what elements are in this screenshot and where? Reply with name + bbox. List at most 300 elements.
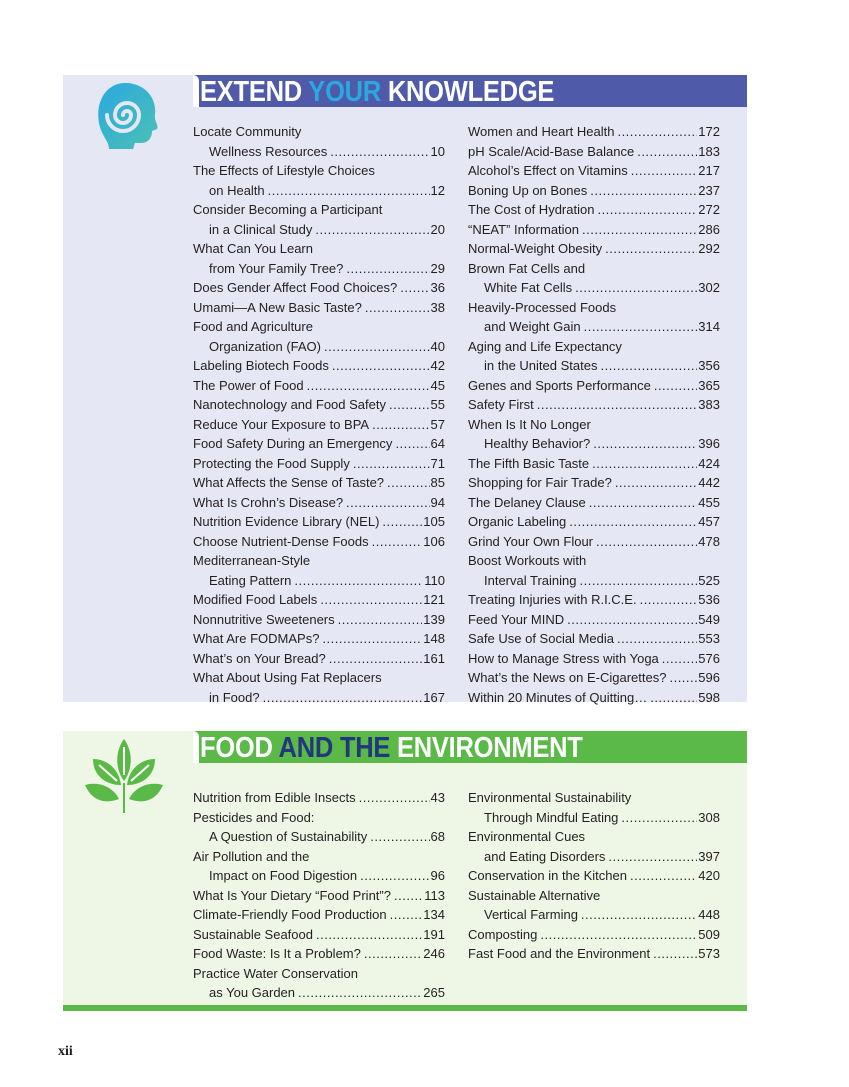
toc-line [193, 239, 445, 259]
toc-entry-title: The Fifth Basic Taste [468, 455, 590, 471]
toc-entry-title: in Food? [209, 689, 260, 705]
toc-entry [468, 944, 720, 964]
dot-leader [332, 356, 430, 376]
dot-leader [353, 454, 430, 474]
toc-entry-title: Choose Nutrient-Dense Foods [193, 533, 369, 549]
title-word-food: FOOD [200, 732, 273, 764]
dot-leader [307, 376, 430, 396]
toc-entry-title: in a Clinical Study [209, 221, 313, 237]
toc-entry-title: Treating Injuries with R.I.C.E. [468, 592, 637, 607]
dot-leader [338, 610, 423, 630]
toc-entry [468, 886, 720, 925]
toc-entry [468, 161, 720, 181]
toc-entry [193, 905, 445, 925]
dot-leader [294, 571, 423, 591]
toc-line [468, 337, 720, 357]
toc-line [468, 788, 720, 808]
dot-leader [596, 532, 697, 552]
toc-line [193, 337, 445, 357]
toc-entry-title: Locate Community [193, 124, 302, 139]
toc-line [193, 590, 445, 610]
toc-entry-title: How to Manage Stress with Yoga [468, 650, 659, 666]
toc-entry-title: Heavily-Processed Foods [468, 299, 617, 315]
toc-line [193, 964, 445, 984]
title-word-knowledge: KNOWLEDGE [387, 76, 555, 108]
toc-entry [193, 944, 445, 964]
toc-page-number: 113 [424, 887, 445, 903]
toc-line [193, 493, 445, 513]
toc-line [468, 532, 720, 552]
toc-entry [468, 590, 720, 610]
toc-entry-title: What’s on Your Bread? [193, 650, 326, 666]
toc-entry-title: What About Using Fat Replacers [193, 670, 382, 685]
dot-leader [569, 512, 697, 532]
dot-leader [615, 473, 697, 493]
toc-entry [193, 808, 445, 847]
dot-leader [575, 278, 697, 298]
title-word-environment: ENVIRONMENT [396, 732, 583, 764]
toc-line [468, 512, 720, 532]
toc-page-number: 55 [430, 397, 445, 412]
toc-entry [193, 454, 445, 474]
toc-page-number: 286 [698, 221, 720, 237]
toc-entry-title: Boost Workouts with [468, 553, 587, 568]
toc-line [193, 905, 445, 925]
toc-line [193, 629, 445, 649]
toc-line [468, 298, 720, 318]
toc-entry-title: Interval Training [484, 572, 577, 588]
toc-page-number: 183 [698, 143, 720, 159]
toc-page-number: 12 [430, 182, 445, 198]
toc-line [193, 259, 445, 279]
toc-entry-title: Nutrition Evidence Library (NEL) [193, 514, 380, 529]
toc-entry [193, 278, 445, 298]
extend-right-column [468, 122, 720, 707]
toc-entry [193, 649, 445, 669]
toc-entry-title: Composting [468, 926, 538, 942]
toc-line [193, 827, 445, 847]
dot-leader [359, 788, 430, 808]
dot-leader [617, 629, 697, 649]
extend-left-column [193, 122, 445, 707]
toc-page-number: 302 [698, 280, 720, 295]
toc-entry [468, 298, 720, 337]
toc-entry-title: The Cost of Hydration [468, 202, 595, 217]
toc-entry [193, 434, 445, 454]
dot-leader [263, 688, 423, 708]
toc-page-number: 121 [423, 592, 445, 607]
toc-entry [193, 512, 445, 532]
toc-entry [193, 925, 445, 945]
toc-entry-title: The Delaney Clause [468, 494, 586, 510]
toc-line [468, 454, 720, 474]
toc-entry-title: Boning Up on Bones [468, 182, 588, 198]
toc-entry [468, 181, 720, 201]
dot-leader [630, 866, 697, 886]
dot-leader [584, 317, 698, 337]
toc-line [193, 944, 445, 964]
toc-entry-title: Pesticides and Food: [193, 809, 315, 825]
toc-entry [193, 376, 445, 396]
toc-entry-title: The Effects of Lifestyle Choices [193, 163, 375, 178]
toc-entry [468, 259, 720, 298]
toc-page-number: 96 [430, 868, 445, 883]
dot-leader [662, 649, 698, 669]
toc-line [193, 512, 445, 532]
toc-line [468, 473, 720, 493]
toc-page-number: 64 [430, 436, 445, 451]
dot-leader [581, 905, 697, 925]
toc-page-number: 308 [698, 809, 720, 825]
toc-entry [193, 239, 445, 278]
toc-entry [193, 415, 445, 435]
toc-entry-title: What Can You Learn [193, 241, 313, 256]
dot-leader [653, 944, 697, 964]
dot-leader [617, 122, 697, 142]
dot-leader [631, 161, 698, 181]
toc-page-number: 40 [430, 338, 445, 354]
toc-entry-title: on Health [209, 182, 265, 198]
dot-leader [654, 376, 697, 396]
toc-entry [193, 629, 445, 649]
toc-entry [468, 788, 720, 827]
toc-line [468, 808, 720, 828]
toc-entry [193, 551, 445, 590]
dot-leader [372, 415, 429, 435]
toc-line [193, 886, 445, 906]
toc-line [468, 122, 720, 142]
toc-entry-title: What Is Your Dietary “Food Print”? [193, 887, 391, 903]
toc-entry [468, 649, 720, 669]
toc-line [468, 610, 720, 630]
toc-entry-title: What Affects the Sense of Taste? [193, 475, 385, 490]
toc-entry-title: Umami—A New Basic Taste? [193, 299, 362, 315]
dot-leader [589, 493, 698, 513]
dot-leader [590, 181, 697, 201]
toc-line [468, 649, 720, 669]
toc-entry [193, 395, 445, 415]
dot-leader [593, 434, 697, 454]
toc-entry-title: Sustainable Alternative [468, 887, 601, 903]
toc-entry [193, 532, 445, 552]
toc-entry-title: Fast Food and the Environment [468, 946, 651, 961]
toc-line [468, 434, 720, 454]
extend-knowledge-section [63, 75, 747, 705]
toc-entry-title: Wellness Resources [209, 143, 328, 159]
dot-leader [600, 356, 697, 376]
dot-leader [395, 434, 429, 454]
toc-page-number: 85 [430, 475, 445, 490]
leaves-utensils-icon [81, 735, 167, 817]
toc-line [468, 847, 720, 867]
toc-entry [193, 590, 445, 610]
dot-leader [382, 512, 422, 532]
toc-entry [468, 610, 720, 630]
toc-page-number: 110 [424, 572, 445, 588]
toc-line [193, 122, 445, 142]
toc-entry [468, 493, 720, 513]
toc-page-number: 36 [430, 280, 445, 295]
toc-entry-title: Climate-Friendly Food Production [193, 907, 387, 922]
toc-entry-title: Feed Your MIND [468, 611, 565, 627]
toc-entry [468, 142, 720, 162]
toc-entry [193, 493, 445, 513]
toc-page-number: 105 [423, 514, 445, 529]
toc-line [193, 571, 445, 591]
toc-entry-title: Environmental Cues [468, 829, 586, 844]
toc-entry [193, 356, 445, 376]
dot-leader [372, 532, 423, 552]
toc-entry [468, 454, 720, 474]
toc-entry-title: Environmental Sustainability [468, 790, 632, 805]
toc-entry-title: Organization (FAO) [209, 338, 321, 354]
toc-line [468, 551, 720, 571]
dot-leader [605, 239, 697, 259]
toc-entry-title: Practice Water Conservation [193, 965, 358, 981]
toc-entry-title: Vertical Farming [484, 907, 578, 922]
toc-page-number: 148 [423, 631, 445, 646]
toc-entry [468, 925, 720, 945]
toc-line [193, 434, 445, 454]
toc-line [468, 925, 720, 945]
toc-entry-title: pH Scale/Acid-Base Balance [468, 143, 635, 159]
dot-leader [394, 886, 423, 906]
toc-page-number: 43 [430, 790, 445, 805]
toc-line [193, 200, 445, 220]
toc-line [468, 376, 720, 396]
toc-line [193, 376, 445, 396]
toc-page-number: 525 [698, 572, 720, 588]
toc-line [193, 788, 445, 808]
toc-entry-title: When Is It No Longer [468, 416, 591, 432]
toc-line [468, 200, 720, 220]
toc-entry-title: Alcohol’s Effect on Vitamins [468, 163, 628, 178]
toc-entry [193, 200, 445, 239]
dot-leader [540, 925, 697, 945]
toc-page-number: 596 [698, 670, 720, 685]
toc-line [468, 220, 720, 240]
toc-entry-title: Eating Pattern [209, 572, 292, 588]
toc-entry-title: Food Safety During an Emergency [193, 436, 393, 451]
toc-entry [193, 610, 445, 630]
toc-page-number: 237 [698, 182, 720, 198]
toc-line [468, 668, 720, 688]
title-word-your: YOUR [308, 76, 381, 108]
toc-entry-title: Within 20 Minutes of Quitting… [468, 689, 648, 705]
toc-entry-title: and Eating Disorders [484, 848, 606, 864]
toc-line [468, 944, 720, 964]
toc-line [468, 493, 720, 513]
food-environment-section [63, 731, 747, 1011]
dot-leader [364, 944, 422, 964]
toc-page-number: 71 [430, 455, 445, 471]
page-number: xii [58, 1044, 73, 1059]
toc-entry-title: White Fat Cells [484, 280, 573, 295]
toc-entry-title: Genes and Sports Performance [468, 377, 651, 393]
dot-leader [322, 629, 422, 649]
dot-leader [621, 808, 697, 828]
toc-line [468, 827, 720, 847]
toc-line [468, 317, 720, 337]
toc-page-number: 57 [430, 416, 445, 432]
toc-line [468, 395, 720, 415]
toc-page-number: 383 [698, 397, 720, 412]
toc-line [468, 181, 720, 201]
toc-page-number: 246 [423, 946, 445, 961]
toc-line [193, 142, 445, 162]
dot-leader [669, 668, 697, 688]
toc-entry [193, 964, 445, 1003]
toc-entry [468, 220, 720, 240]
dot-leader [370, 827, 429, 847]
toc-line [193, 610, 445, 630]
toc-entry [468, 551, 720, 590]
toc-entry [468, 337, 720, 376]
toc-entry-title: Protecting the Food Supply [193, 455, 350, 471]
dot-leader [346, 259, 429, 279]
toc-entry-title: Shopping for Fair Trade? [468, 475, 612, 490]
toc-page-number: 10 [430, 143, 445, 159]
toc-page-number: 172 [698, 124, 720, 139]
toc-line [193, 532, 445, 552]
toc-entry [468, 376, 720, 396]
toc-page-number: 396 [698, 436, 720, 451]
toc-line [193, 551, 445, 571]
toc-entry-title: “NEAT” Information [468, 221, 580, 237]
toc-page-number: 191 [423, 926, 445, 942]
toc-entry-title: What’s the News on E-Cigarettes? [468, 670, 667, 685]
toc-line [193, 847, 445, 867]
toc-page-number: 420 [698, 868, 720, 883]
toc-line [193, 278, 445, 298]
toc-page-number: 442 [698, 475, 720, 490]
toc-page-number: 265 [423, 985, 445, 1000]
toc-line [193, 668, 445, 688]
dot-leader [650, 688, 697, 708]
toc-page-number: 20 [430, 221, 445, 237]
toc-entry [193, 847, 445, 886]
toc-line [193, 356, 445, 376]
toc-line [468, 688, 720, 708]
toc-entry-title: Conservation in the Kitchen [468, 868, 627, 883]
toc-page-number: 161 [423, 650, 445, 666]
toc-entry-title: Aging and Life Expectancy [468, 338, 622, 354]
dot-leader [597, 200, 697, 220]
toc-entry [193, 886, 445, 906]
dot-leader [330, 142, 429, 162]
toc-page-number: 42 [430, 358, 445, 373]
dot-leader [387, 473, 430, 493]
toc-page-number: 365 [698, 377, 720, 393]
toc-entry-title: and Weight Gain [484, 319, 581, 334]
toc-entry [193, 788, 445, 808]
toc-entry [468, 415, 720, 454]
toc-line [193, 808, 445, 828]
dot-leader [390, 905, 423, 925]
dot-leader [582, 220, 697, 240]
toc-page-number: 424 [698, 455, 720, 471]
toc-entry-title: Nutrition from Edible Insects [193, 790, 356, 805]
toc-page-number: 457 [698, 514, 720, 529]
dot-leader [315, 220, 429, 240]
toc-page-number: 167 [423, 689, 445, 705]
toc-line [468, 629, 720, 649]
toc-line [193, 983, 445, 1003]
toc-entry [468, 629, 720, 649]
dot-leader [329, 649, 423, 669]
dot-leader [537, 395, 698, 415]
dot-leader [580, 571, 698, 591]
extend-section-title [200, 75, 554, 107]
dot-leader [592, 454, 697, 474]
title-word-extend: EXTEND [200, 76, 302, 108]
toc-entry-title: Food Waste: Is It a Problem? [193, 946, 361, 961]
dot-leader [346, 493, 429, 513]
toc-line [193, 454, 445, 474]
dot-leader [637, 142, 697, 162]
toc-entry [193, 161, 445, 200]
toc-page-number: 106 [423, 533, 445, 549]
dot-leader [365, 298, 430, 318]
toc-page-number: 455 [698, 494, 720, 510]
toc-page-number: 139 [423, 611, 445, 627]
toc-line [468, 590, 720, 610]
toc-entry-title: Air Pollution and the [193, 848, 310, 864]
toc-entry [468, 668, 720, 688]
toc-page-number: 134 [423, 907, 445, 922]
toc-entry-title: Safe Use of Social Media [468, 631, 614, 646]
toc-line [193, 395, 445, 415]
dot-leader [608, 847, 697, 867]
toc-page-number: 314 [698, 319, 720, 334]
toc-line [193, 473, 445, 493]
toc-page-number: 292 [698, 241, 720, 256]
toc-entry [468, 122, 720, 142]
toc-line [193, 925, 445, 945]
toc-line [193, 866, 445, 886]
toc-entry-title: Organic Labeling [468, 514, 567, 529]
toc-line [468, 905, 720, 925]
toc-entry [193, 668, 445, 707]
toc-entry-title: What Are FODMAPs? [193, 631, 320, 646]
toc-entry-title: Women and Heart Health [468, 124, 615, 139]
spiral-head-icon [89, 79, 161, 151]
toc-line [468, 278, 720, 298]
header-notch [193, 731, 199, 763]
dot-leader [298, 983, 422, 1003]
toc-page-number: 397 [698, 848, 720, 864]
toc-page-number: 448 [698, 907, 720, 922]
dot-leader [268, 181, 430, 201]
dot-leader [360, 866, 429, 886]
toc-entry-title: in the United States [484, 358, 598, 373]
toc-line [468, 259, 720, 279]
toc-entry-title: Normal-Weight Obesity [468, 241, 603, 256]
toc-entry-title: Mediterranean-Style [193, 553, 311, 568]
toc-entry [193, 473, 445, 493]
toc-line [468, 161, 720, 181]
toc-page-number: 94 [430, 494, 445, 510]
toc-line [468, 142, 720, 162]
toc-entry-title: Reduce Your Exposure to BPA [193, 416, 370, 432]
toc-page-number: 356 [698, 358, 720, 373]
toc-entry-title: Modified Food Labels [193, 592, 318, 607]
toc-line [193, 220, 445, 240]
toc-line [468, 356, 720, 376]
dot-leader [320, 590, 422, 610]
toc-entry-title: Brown Fat Cells and [468, 260, 586, 276]
toc-page-number: 509 [698, 926, 720, 942]
